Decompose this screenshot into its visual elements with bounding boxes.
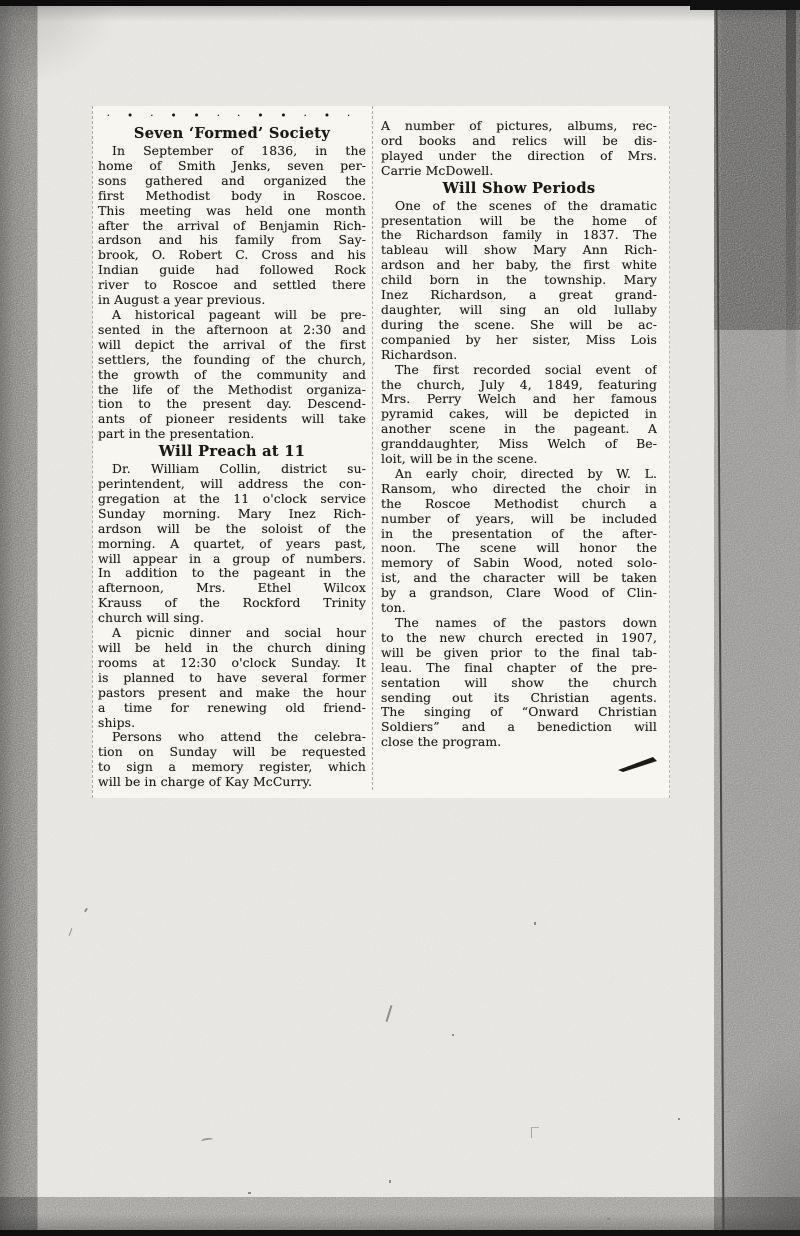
article-text-line: The names of the pastors down [395,616,657,630]
scan-edge-top-right [690,0,800,10]
article-text-line: the Roscoe Methodist church a [381,496,657,511]
article-text-line: presentation will be the home of [381,213,657,228]
article-text-line: sentation will show the church [381,675,657,690]
article-text-line: sons gathered and organized the [98,173,366,188]
pen-flourish-mark [617,755,661,777]
article-text-line: after the arrival of Benjamin Rich- [98,218,366,233]
ink-speck [389,1180,391,1183]
article-text-line: perintendent, will address the con- [98,477,366,492]
article-text-line: morning. A quartet, of years past, [98,536,366,551]
article-text-line: will be given prior to the final tab- [381,645,657,660]
article-text-line: Indian guide had followed Rock [98,263,366,278]
article-text-line: The first recorded social event of [395,362,657,377]
article-text-line: will depict the arrival of the first [98,337,366,352]
article-text-line: number of years, will be included [381,511,657,526]
article-text-line: rooms at 12:30 o'clock Sunday. It [98,655,366,670]
article-text-line: to sign a memory register, which [98,760,366,775]
article-text-line: granddaughter, Miss Welch of Be- [381,437,657,452]
ink-speck [69,928,73,936]
article-text-line: another scene in the pageant. A [381,422,657,437]
article-text-line: ardson and his family from Say- [98,233,366,248]
article-text-line: ships. [98,715,136,730]
scan-edge-bottom [0,1230,800,1236]
ink-speck [678,1118,680,1120]
article-text-line: daughter, will sing an old lullaby [381,302,657,317]
article-text-line: ants of pioneer residents will take [98,412,366,427]
scan-top-shadow [0,6,800,22]
article-text-line: ardson and her baby, the first white [381,258,657,273]
article-text-line: companied by her sister, Miss Lois [381,332,657,347]
article-text-line: Richardson. [381,347,458,362]
article-text-line: during the scene. She will be ac- [381,317,657,332]
article-text-line: river to Roscoe and settled there [98,278,366,293]
article-text-line: a time for renewing old friend- [98,700,366,715]
article-text-line: Persons who attend the celebra- [112,730,366,745]
article-text-line: home of Smith Jenks, seven per- [98,158,366,173]
article-text-line: leau. The final chapter of the pre- [381,660,657,675]
article-text-line: gregation at the 11 o'clock service [98,491,366,506]
article-text-line: pyramid cakes, will be depicted in [381,407,657,422]
article-text-line: the growth of the community and [98,367,366,382]
article-text-line: The singing of “Onward Christian [381,705,657,720]
stray-squiggle-mark [201,1137,214,1144]
article-text-line: close the program. [381,735,502,750]
newspaper-clipping [92,106,670,798]
article-text-line: This meeting was held one month [98,203,366,218]
article-text-line: A historical pageant will be pre- [112,307,366,322]
ink-speck [534,922,536,925]
article-text-line: pastors present and make the hour [98,685,366,700]
article-text-line: Mrs. Perry Welch and her famous [381,392,657,407]
article-text-line: played under the direction of Mrs. [381,148,657,163]
article-text-line: first Methodist body in Roscoe. [98,188,366,203]
article-text-line: ardson will be the soloist of the [98,521,366,536]
article-text-line: settlers, the founding of the church, [98,352,366,367]
article-text-line: In addition to the pageant in the [98,566,366,581]
article-text-line: afternoon, Mrs. Ethel Wilcox [98,581,366,596]
article-text-line: sending out its Christian agents. [381,690,657,705]
article-text-line: memory of Sabin Wood, noted solo- [381,556,657,571]
article-text-line: will be held in the church dining [98,641,366,655]
sheet-edge-streak [786,0,796,420]
article-text-line: in August a year previous. [98,293,266,308]
article-text-line: Carrie McDowell. [381,163,494,178]
ink-speck [452,1034,454,1036]
ink-speck [84,908,88,912]
article-text-line: An early choir, directed by W. L. [395,466,657,481]
article-text-line: will be in charge of Kay McCurry. [98,775,313,790]
article-text-line: the church, July 4, 1849, featuring [381,377,657,392]
article-text-line: A number of pictures, albums, rec- [381,119,657,133]
article-text-line: child born in the township. Mary [381,273,657,288]
scan-edge-top [0,0,800,6]
article-text-line: Ransom, who directed the choir in [381,481,657,496]
scan-left-grain [0,0,30,1236]
article-text-line: will appear in a group of numbers. [98,551,366,566]
article-headline: Seven ‘Formed’ Society [133,125,331,142]
article-text-line: noon. The scene will honor the [381,541,657,556]
article-text-line: church will sing. [98,611,204,626]
halftone-dots-row: · • · • • · · • • · • · [106,112,358,122]
article-text-line: Sunday morning. Mary Inez Rich- [98,506,366,521]
article-text-line: part in the presentation. [98,427,255,442]
article-text-line: tableau will show Mary Ann Rich- [381,243,657,258]
scan-corner-shade [0,0,120,90]
scan-bottom-shadow [0,1214,800,1230]
article-text-line: tion on Sunday will be requested [98,745,366,760]
article-text-line: is planned to have several former [98,670,366,685]
stray-slash-mark [386,1005,393,1022]
article-text-line: A picnic dinner and social hour [112,626,366,641]
article-text-line: the life of the Methodist organiza- [98,382,366,397]
clipping-column-right [372,106,663,790]
article-text-line: ord books and relics will be dis- [381,133,657,148]
article-text-line: the Richardson family in 1837. The [381,228,657,243]
article-text-line: Soldiers” and a benediction will [381,720,657,735]
article-text-line: Dr. William Collin, district su- [112,462,366,477]
article-text-line: One of the scenes of the dramatic [395,198,657,213]
article-text-line: ton. [381,601,406,616]
article-text-line: In September of 1836, in the [112,144,366,158]
article-text-line: to the new church erected in 1907, [381,630,657,645]
article-text-line: Krauss of the Rockford Trinity [98,596,366,611]
clipping-column-left [93,106,372,790]
article-text-line: in the presentation of the after- [381,526,657,541]
article-text-line: Inez Richardson, a great grand- [381,288,657,303]
article-subheadline: Will Preach at 11 [158,443,306,461]
article-text-line: brook, O. Robert C. Cross and his [98,248,366,263]
article-subheadline: Will Show Periods [442,179,596,197]
sheet-corner-grain [721,1060,800,1230]
article-text-line: loit, will be in the scene. [381,452,538,467]
article-text-line: by a grandson, Clare Wood of Clin- [381,586,657,601]
ink-speck [248,1192,251,1194]
stray-bracket-mark [531,1127,539,1138]
article-text-line: ist, and the character will be taken [381,571,657,586]
ink-speck [607,1218,610,1220]
article-text-line: sented in the afternoon at 2:30 and [98,322,366,337]
article-text-line: tion to the present day. Descend- [98,397,366,412]
